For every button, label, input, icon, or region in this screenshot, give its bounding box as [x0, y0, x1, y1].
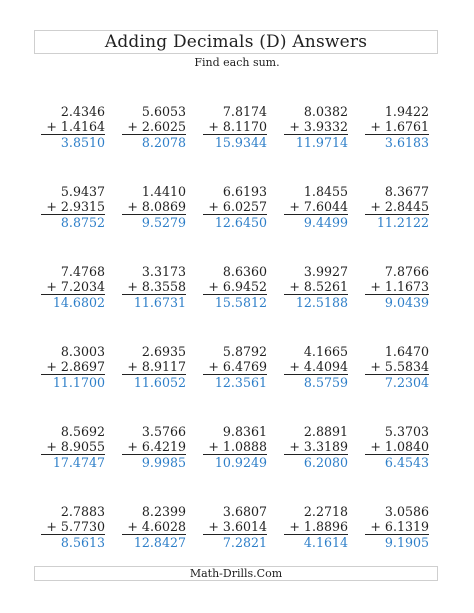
sum-answer: 8.2078	[141, 135, 186, 150]
second-addend: + 6.4769	[203, 359, 267, 375]
second-addend: + 8.0869	[122, 199, 186, 215]
problem-4-5	[365, 344, 429, 390]
second-addend: + 1.6761	[365, 119, 429, 135]
sum-answer: 3.8510	[60, 135, 105, 150]
sum-answer: 11.6731	[133, 295, 186, 310]
second-addend: + 3.3189	[284, 439, 348, 455]
first-addend: 6.6193	[222, 184, 267, 199]
problem-3-3	[203, 264, 267, 310]
problem-1-4	[284, 104, 348, 150]
sum-answer: 12.6450	[214, 215, 267, 230]
problem-5-1	[41, 424, 105, 470]
problem-4-3	[203, 344, 267, 390]
sum-answer: 12.3561	[214, 375, 267, 390]
problem-5-4	[284, 424, 348, 470]
second-addend: + 6.4219	[122, 439, 186, 455]
problem-3-5	[365, 264, 429, 310]
problem-1-3	[203, 104, 267, 150]
problem-3-1	[41, 264, 105, 310]
second-addend: + 3.9332	[284, 119, 348, 135]
second-addend: + 1.1673	[365, 279, 429, 295]
second-addend: + 7.2034	[41, 279, 105, 295]
problem-2-2	[122, 184, 186, 230]
first-addend: 2.8891	[303, 424, 348, 439]
first-addend: 5.8792	[222, 344, 267, 359]
first-addend: 1.4410	[141, 184, 186, 199]
first-addend: 1.6470	[384, 344, 429, 359]
sum-answer: 8.8752	[60, 215, 105, 230]
problem-5-3	[203, 424, 267, 470]
problem-6-3	[203, 504, 267, 550]
first-addend: 8.3677	[384, 184, 429, 199]
first-addend: 4.1665	[303, 344, 348, 359]
sum-answer: 8.5613	[60, 535, 105, 550]
sum-answer: 9.4499	[303, 215, 348, 230]
second-addend: + 7.6044	[284, 199, 348, 215]
first-addend: 8.5692	[60, 424, 105, 439]
sum-answer: 7.2821	[222, 535, 267, 550]
first-addend: 1.9422	[384, 104, 429, 119]
sum-answer: 11.2122	[376, 215, 429, 230]
first-addend: 3.6807	[222, 504, 267, 519]
sum-answer: 11.9714	[295, 135, 348, 150]
footer-text: Math-Drills.Com	[189, 567, 283, 580]
problem-1-2	[122, 104, 186, 150]
second-addend: + 2.8697	[41, 359, 105, 375]
second-addend: + 1.4164	[41, 119, 105, 135]
problem-6-1	[41, 504, 105, 550]
sum-answer: 11.6052	[133, 375, 186, 390]
page-subtitle: Find each sum.	[194, 56, 280, 69]
title-box	[34, 30, 438, 54]
problem-5-5	[365, 424, 429, 470]
problem-1-1	[41, 104, 105, 150]
problem-4-2	[122, 344, 186, 390]
sum-answer: 10.9249	[214, 455, 267, 470]
second-addend: + 4.4094	[284, 359, 348, 375]
second-addend: + 5.7730	[41, 519, 105, 535]
sum-answer: 6.2080	[303, 455, 348, 470]
first-addend: 7.8766	[384, 264, 429, 279]
first-addend: 5.6053	[141, 104, 186, 119]
second-addend: + 8.9055	[41, 439, 105, 455]
sum-answer: 12.5188	[295, 295, 348, 310]
first-addend: 7.4768	[60, 264, 105, 279]
sum-answer: 9.9985	[141, 455, 186, 470]
second-addend: + 3.6014	[203, 519, 267, 535]
first-addend: 8.0382	[303, 104, 348, 119]
first-addend: 9.8361	[222, 424, 267, 439]
second-addend: + 8.3558	[122, 279, 186, 295]
sum-answer: 8.5759	[303, 375, 348, 390]
problem-2-5	[365, 184, 429, 230]
sum-answer: 11.1700	[52, 375, 105, 390]
first-addend: 5.9437	[60, 184, 105, 199]
sum-answer: 14.6802	[52, 295, 105, 310]
first-addend: 1.8455	[303, 184, 348, 199]
sum-answer: 9.0439	[384, 295, 429, 310]
second-addend: + 5.5834	[365, 359, 429, 375]
problem-6-5	[365, 504, 429, 550]
problem-2-3	[203, 184, 267, 230]
first-addend: 2.2718	[303, 504, 348, 519]
sum-answer: 4.1614	[303, 535, 348, 550]
second-addend: + 2.8445	[365, 199, 429, 215]
sum-answer: 15.9344	[214, 135, 267, 150]
second-addend: + 6.0257	[203, 199, 267, 215]
first-addend: 3.9927	[303, 264, 348, 279]
problem-2-1	[41, 184, 105, 230]
problem-6-4	[284, 504, 348, 550]
first-addend: 2.4346	[60, 104, 105, 119]
problem-6-2	[122, 504, 186, 550]
problem-2-4	[284, 184, 348, 230]
first-addend: 2.7883	[60, 504, 105, 519]
second-addend: + 2.9315	[41, 199, 105, 215]
second-addend: + 4.6028	[122, 519, 186, 535]
problem-grid	[41, 104, 445, 604]
sum-answer: 7.2304	[384, 375, 429, 390]
problem-4-1	[41, 344, 105, 390]
second-addend: + 8.1170	[203, 119, 267, 135]
first-addend: 8.6360	[222, 264, 267, 279]
problem-3-4	[284, 264, 348, 310]
problem-4-4	[284, 344, 348, 390]
sum-answer: 12.8427	[133, 535, 186, 550]
sum-answer: 9.5279	[141, 215, 186, 230]
sum-answer: 9.1905	[384, 535, 429, 550]
sum-answer: 15.5812	[214, 295, 267, 310]
first-addend: 2.6935	[141, 344, 186, 359]
second-addend: + 6.1319	[365, 519, 429, 535]
problem-3-2	[122, 264, 186, 310]
first-addend: 8.3003	[60, 344, 105, 359]
page-title: Adding Decimals (D) Answers	[104, 32, 368, 52]
second-addend: + 6.9452	[203, 279, 267, 295]
second-addend: + 2.6025	[122, 119, 186, 135]
second-addend: + 8.5261	[284, 279, 348, 295]
second-addend: + 1.8896	[284, 519, 348, 535]
second-addend: + 8.9117	[122, 359, 186, 375]
footer-box	[34, 566, 438, 581]
first-addend: 3.0586	[384, 504, 429, 519]
sum-answer: 6.4543	[384, 455, 429, 470]
problem-1-5	[365, 104, 429, 150]
problem-5-2	[122, 424, 186, 470]
second-addend: + 1.0888	[203, 439, 267, 455]
first-addend: 7.8174	[222, 104, 267, 119]
first-addend: 3.5766	[141, 424, 186, 439]
first-addend: 8.2399	[141, 504, 186, 519]
sum-answer: 17.4747	[52, 455, 105, 470]
first-addend: 3.3173	[141, 264, 186, 279]
first-addend: 5.3703	[384, 424, 429, 439]
second-addend: + 1.0840	[365, 439, 429, 455]
sum-answer: 3.6183	[384, 135, 429, 150]
